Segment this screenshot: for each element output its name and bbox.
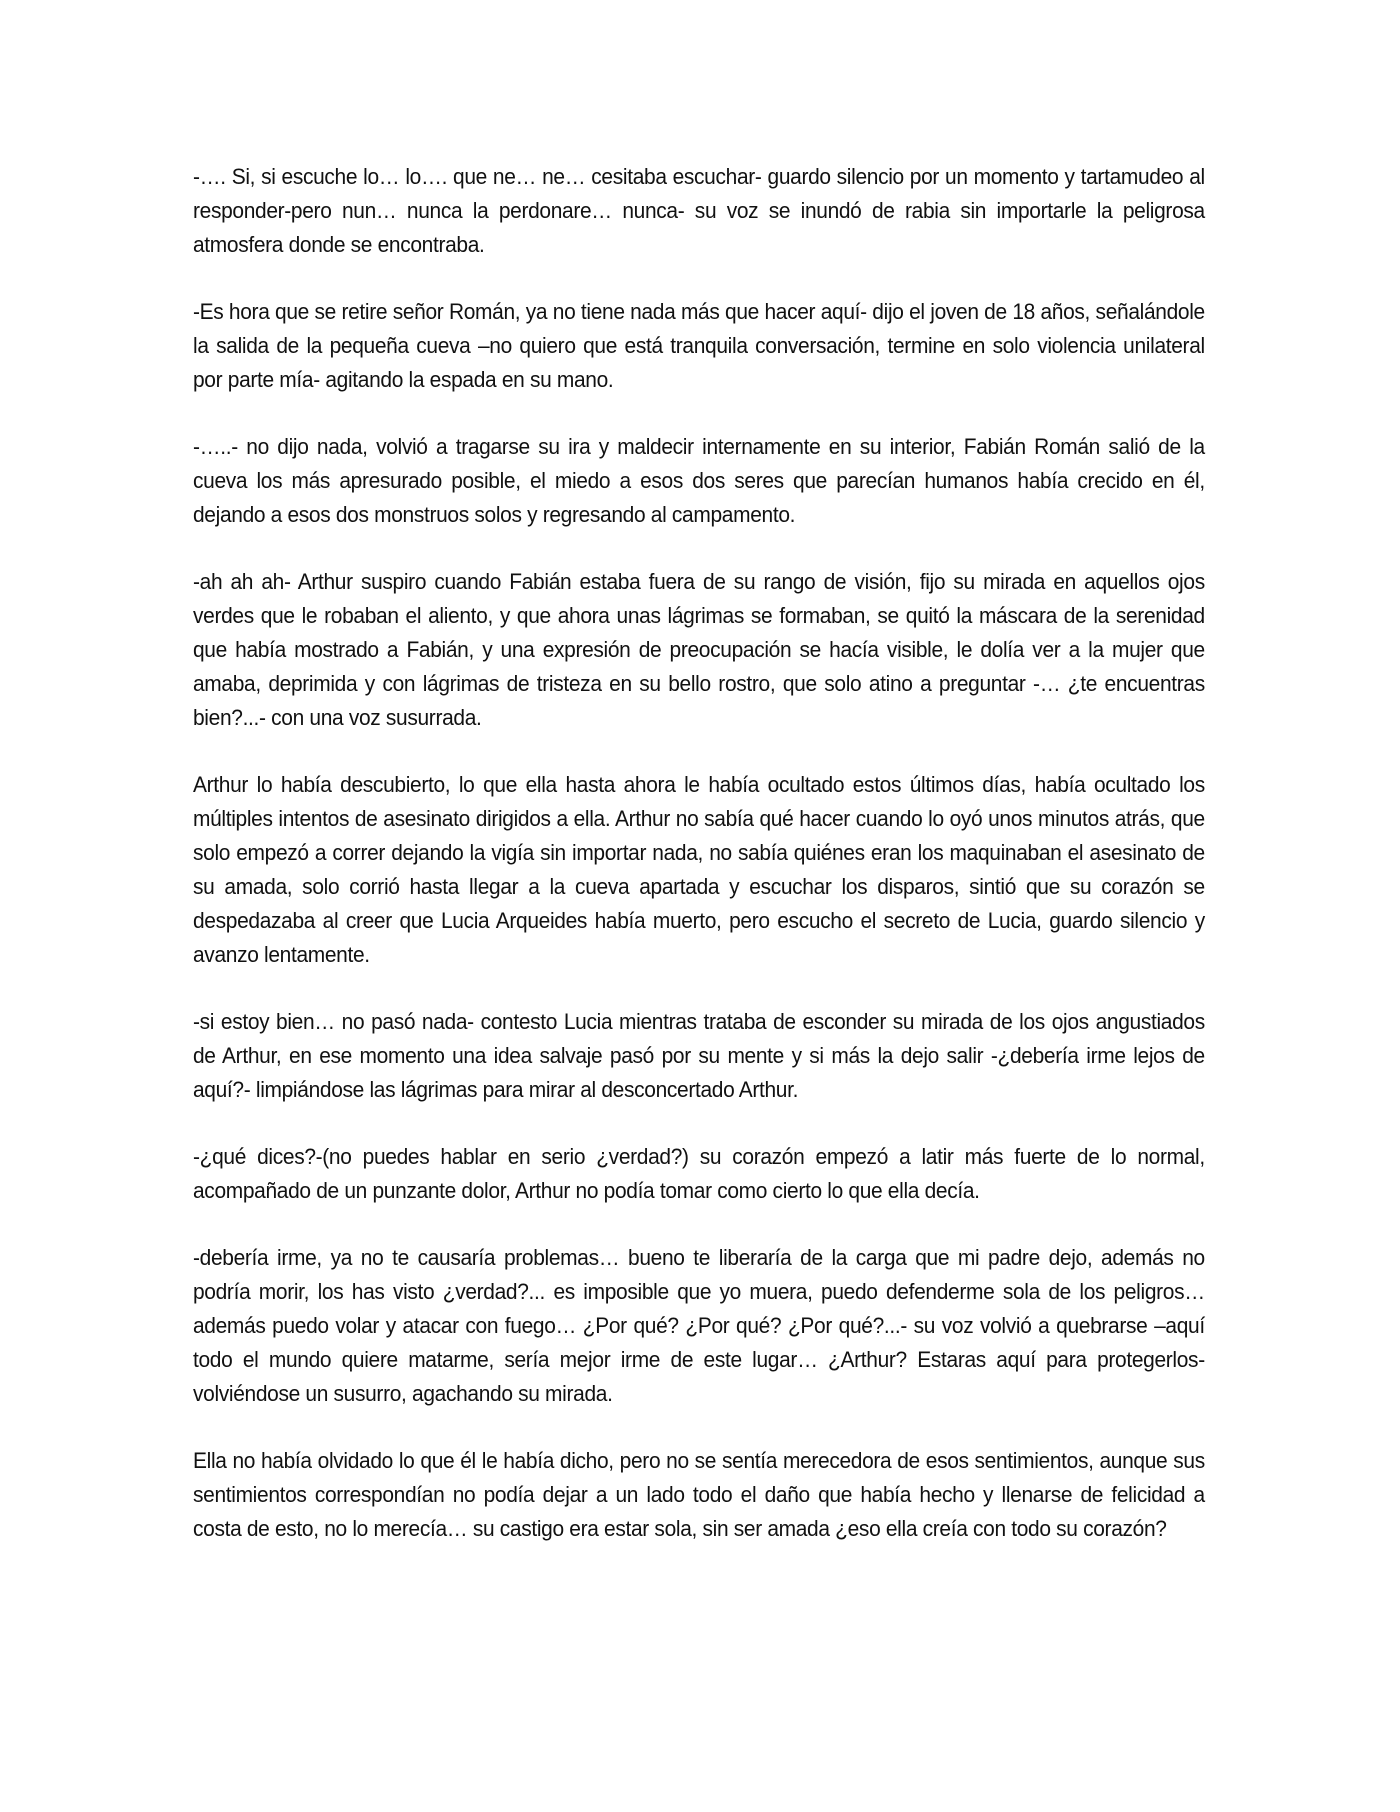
paragraph: -debería irme, ya no te causaría problemas… bueno te liberaría de la carga que mi padre dejo, además no podría morir, los has visto ¿verdad?... es imposible que yo muera, puedo defenderme sola de los peligros… además puedo volar y atacar con fuego… ¿Por qué? ¿Por qué? ¿Por qué?...- su voz volvió a quebrarse –aquí todo el mundo quiere matarme, sería mejor irme de este lugar… ¿Arthur? Estaras aquí para protegerlos- volviéndose un susurro, agachando su mirada.: [193, 1245, 1205, 1406]
paragraph: Arthur lo había descubierto, lo que ella hasta ahora le había ocultado estos últimos días, había ocultado los múltiples intentos de asesinato dirigidos a ella. Arthur no sabía qué hacer cuando lo oyó unos minutos atrás, que solo empezó a correr dejando la vigía sin importar nada, no sabía quiénes eran los maquinaban el asesinato de su amada, solo corrió hasta llegar a la cueva apartada y escuchar los disparos, sintió que su corazón se despedazaba al creer que Lucia Arqueides había muerto, pero escucho el secreto de Lucia, guardo silencio y avanzo lentamente.: [193, 772, 1205, 967]
paragraph: -si estoy bien… no pasó nada- contesto Lucia mientras trataba de esconder su mirada de los ojos angustiados de Arthur, en ese momento una idea salvaje pasó por su mente y si más la dejo salir -¿debería irme lejos de aquí?- limpiándose las lágrimas para mirar al desconcertado Arthur.: [193, 1009, 1205, 1102]
paragraph: -¿qué dices?-(no puedes hablar en serio ¿verdad?) su corazón empezó a latir más fuerte de lo normal, acompañado de un punzante dolor, Arthur no podía tomar como cierto lo que ella decía.: [193, 1144, 1205, 1203]
paragraph: -Es hora que se retire señor Román, ya no tiene nada más que hacer aquí- dijo el joven de 18 años, señalándole la salida de la pequeña cueva –no quiero que está tranquila conversación, termine en solo violencia unilateral por parte mía- agitando la espada en su mano.: [193, 299, 1205, 392]
paragraph: -ah ah ah- Arthur suspiro cuando Fabián estaba fuera de su rango de visión, fijo su mirada en aquellos ojos verdes que le robaban el aliento, y que ahora unas lágrimas se formaban, se quitó la máscara de la serenidad que había mostrado a Fabián, y una expresión de preocupación se hacía visible, le dolía ver a la mujer que amaba, deprimida y con lágrimas de tristeza en su bello rostro, que solo atino a preguntar -… ¿te encuentras bien?...- con una voz susurrada.: [193, 569, 1205, 730]
paragraph: Ella no había olvidado lo que él le había dicho, pero no se sentía merecedora de esos sentimientos, aunque sus sentimientos correspondían no podía dejar a un lado todo el daño que había hecho y llenarse de felicidad a costa de esto, no lo merecía… su castigo era estar sola, sin ser amada ¿eso ella creía con todo su corazón?: [193, 1448, 1205, 1541]
document-body: [193, 160, 1205, 1579]
paragraph: -…..- no dijo nada, volvió a tragarse su ira y maldecir internamente en su interior, Fabián Román salió de la cueva los más apresurado posible, el miedo a esos dos seres que parecían humanos había crecido en él, dejando a esos dos monstruos solos y regresando al campamento.: [193, 434, 1205, 527]
paragraph: -…. Si, si escuche lo… lo…. que ne… ne… cesitaba escuchar- guardo silencio por un momento y tartamudeo al responder-pero nun… nunca la perdonare… nunca- su voz se inundó de rabia sin importarle la peligrosa atmosfera donde se encontraba.: [193, 164, 1205, 257]
